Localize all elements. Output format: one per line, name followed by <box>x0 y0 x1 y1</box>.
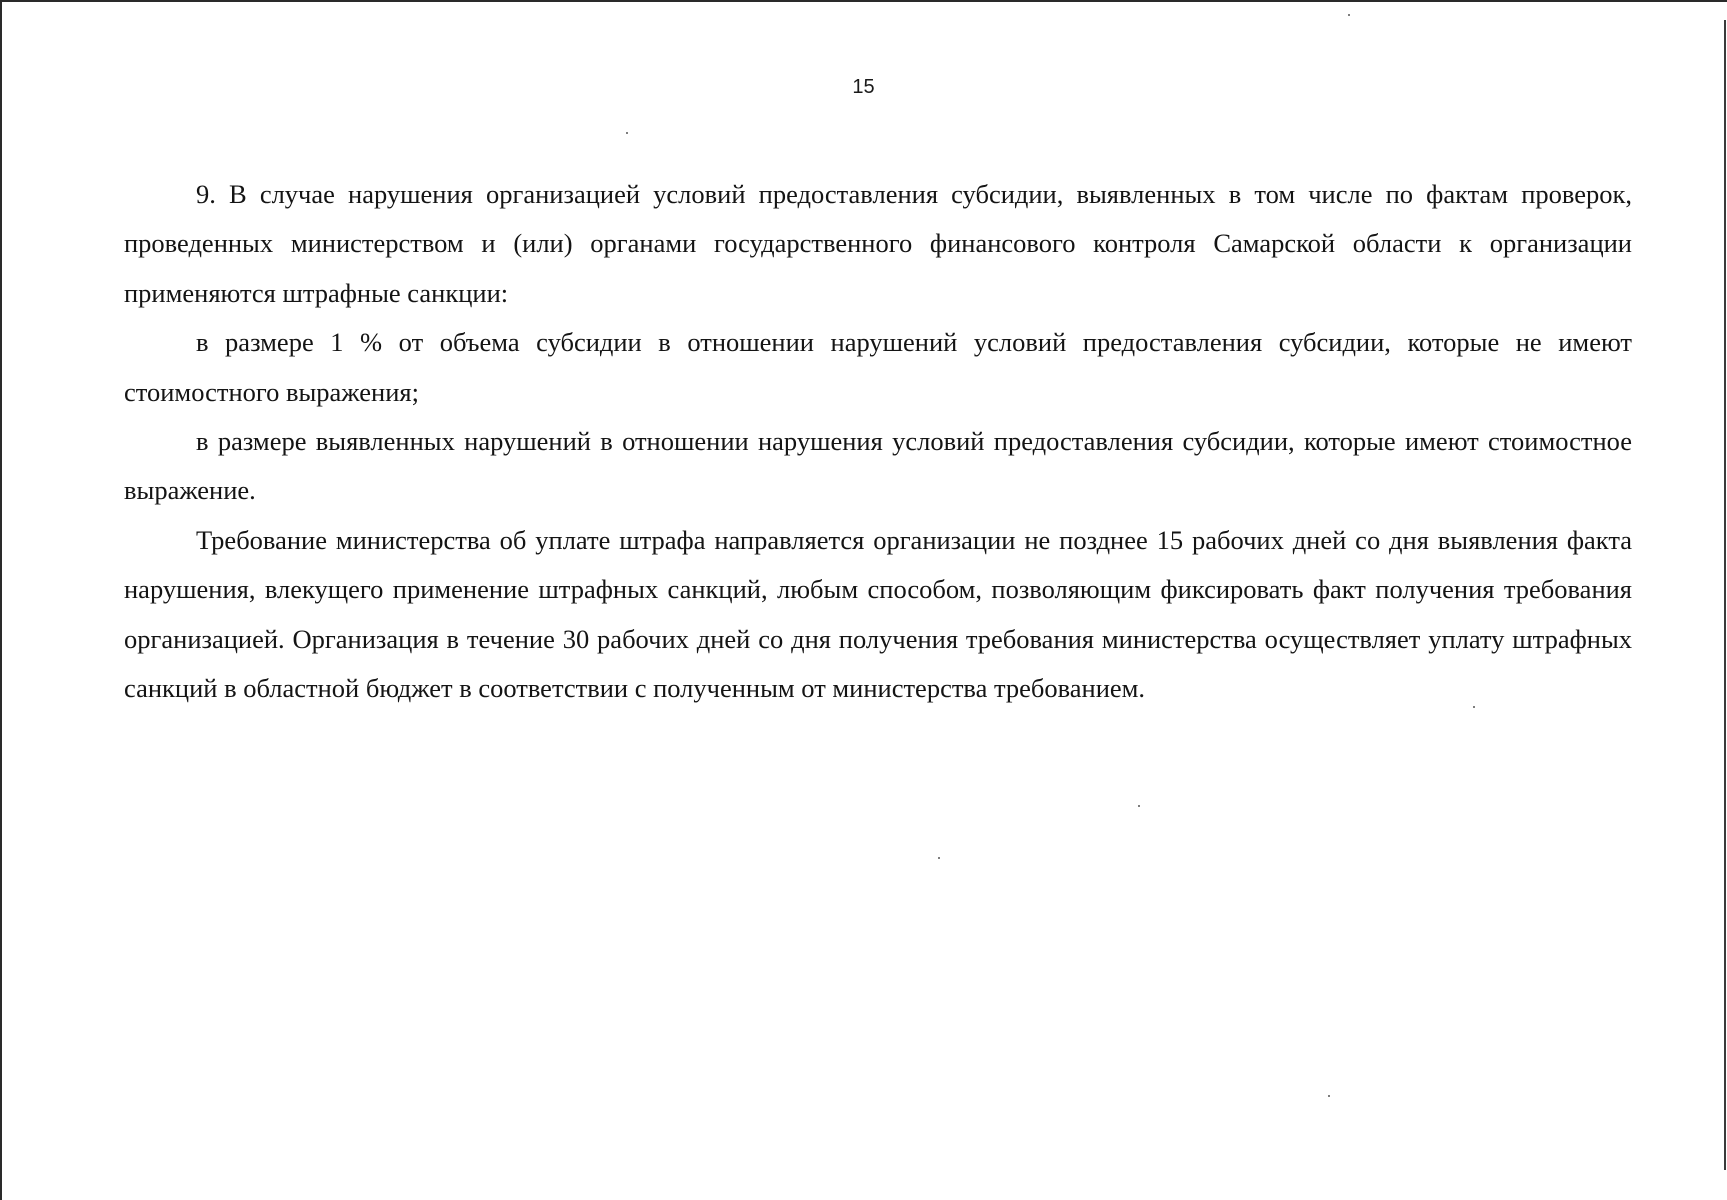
paragraph-penalty-intro: 9. В случае нарушения организацией условий предоставления субсидии, выявленных в том числе по фактам проверок, проведенных министерством и (или) органами государственного финансового контроля Самарской области к организации применяются штрафные санкции: <box>124 179 1632 308</box>
scan-speck <box>1348 14 1350 16</box>
paragraph-penalty-monetary: в размере выявленных нарушений в отношении нарушения условий предоставления субсидии, которые имеют стоимостное выражение. <box>124 426 1632 506</box>
scan-speck <box>1328 1095 1330 1097</box>
scan-edge-right <box>1724 20 1726 1170</box>
scan-speck <box>938 857 940 859</box>
paragraph-penalty-payment-demand: Требование министерства об уплате штрафа направляется организации не позднее 15 рабочих дней со дня выявления факта нарушения, влекущего применение штрафных санкций, любым способом, позволяющим фиксировать факт получения требования организацией. Организация в течение 30 рабочих дней со дня получения требования министерства осуществляет уплату штрафных санкций в областной бюджет в соответствии с полученным от министерства требованием. <box>124 524 1632 704</box>
scan-speck <box>626 132 628 134</box>
scan-edge-left <box>0 0 2 1200</box>
paragraph-penalty-non-monetary: в размере 1 % от объема субсидии в отношении нарушений условий предоставления субсидии, которые не имеют стоимостного выражения; <box>124 327 1632 407</box>
scan-speck <box>1473 706 1475 708</box>
document-body <box>124 170 1632 713</box>
scan-edge-top <box>0 0 1727 2</box>
scan-speck <box>1138 805 1140 807</box>
page-number: 15 <box>852 76 875 98</box>
